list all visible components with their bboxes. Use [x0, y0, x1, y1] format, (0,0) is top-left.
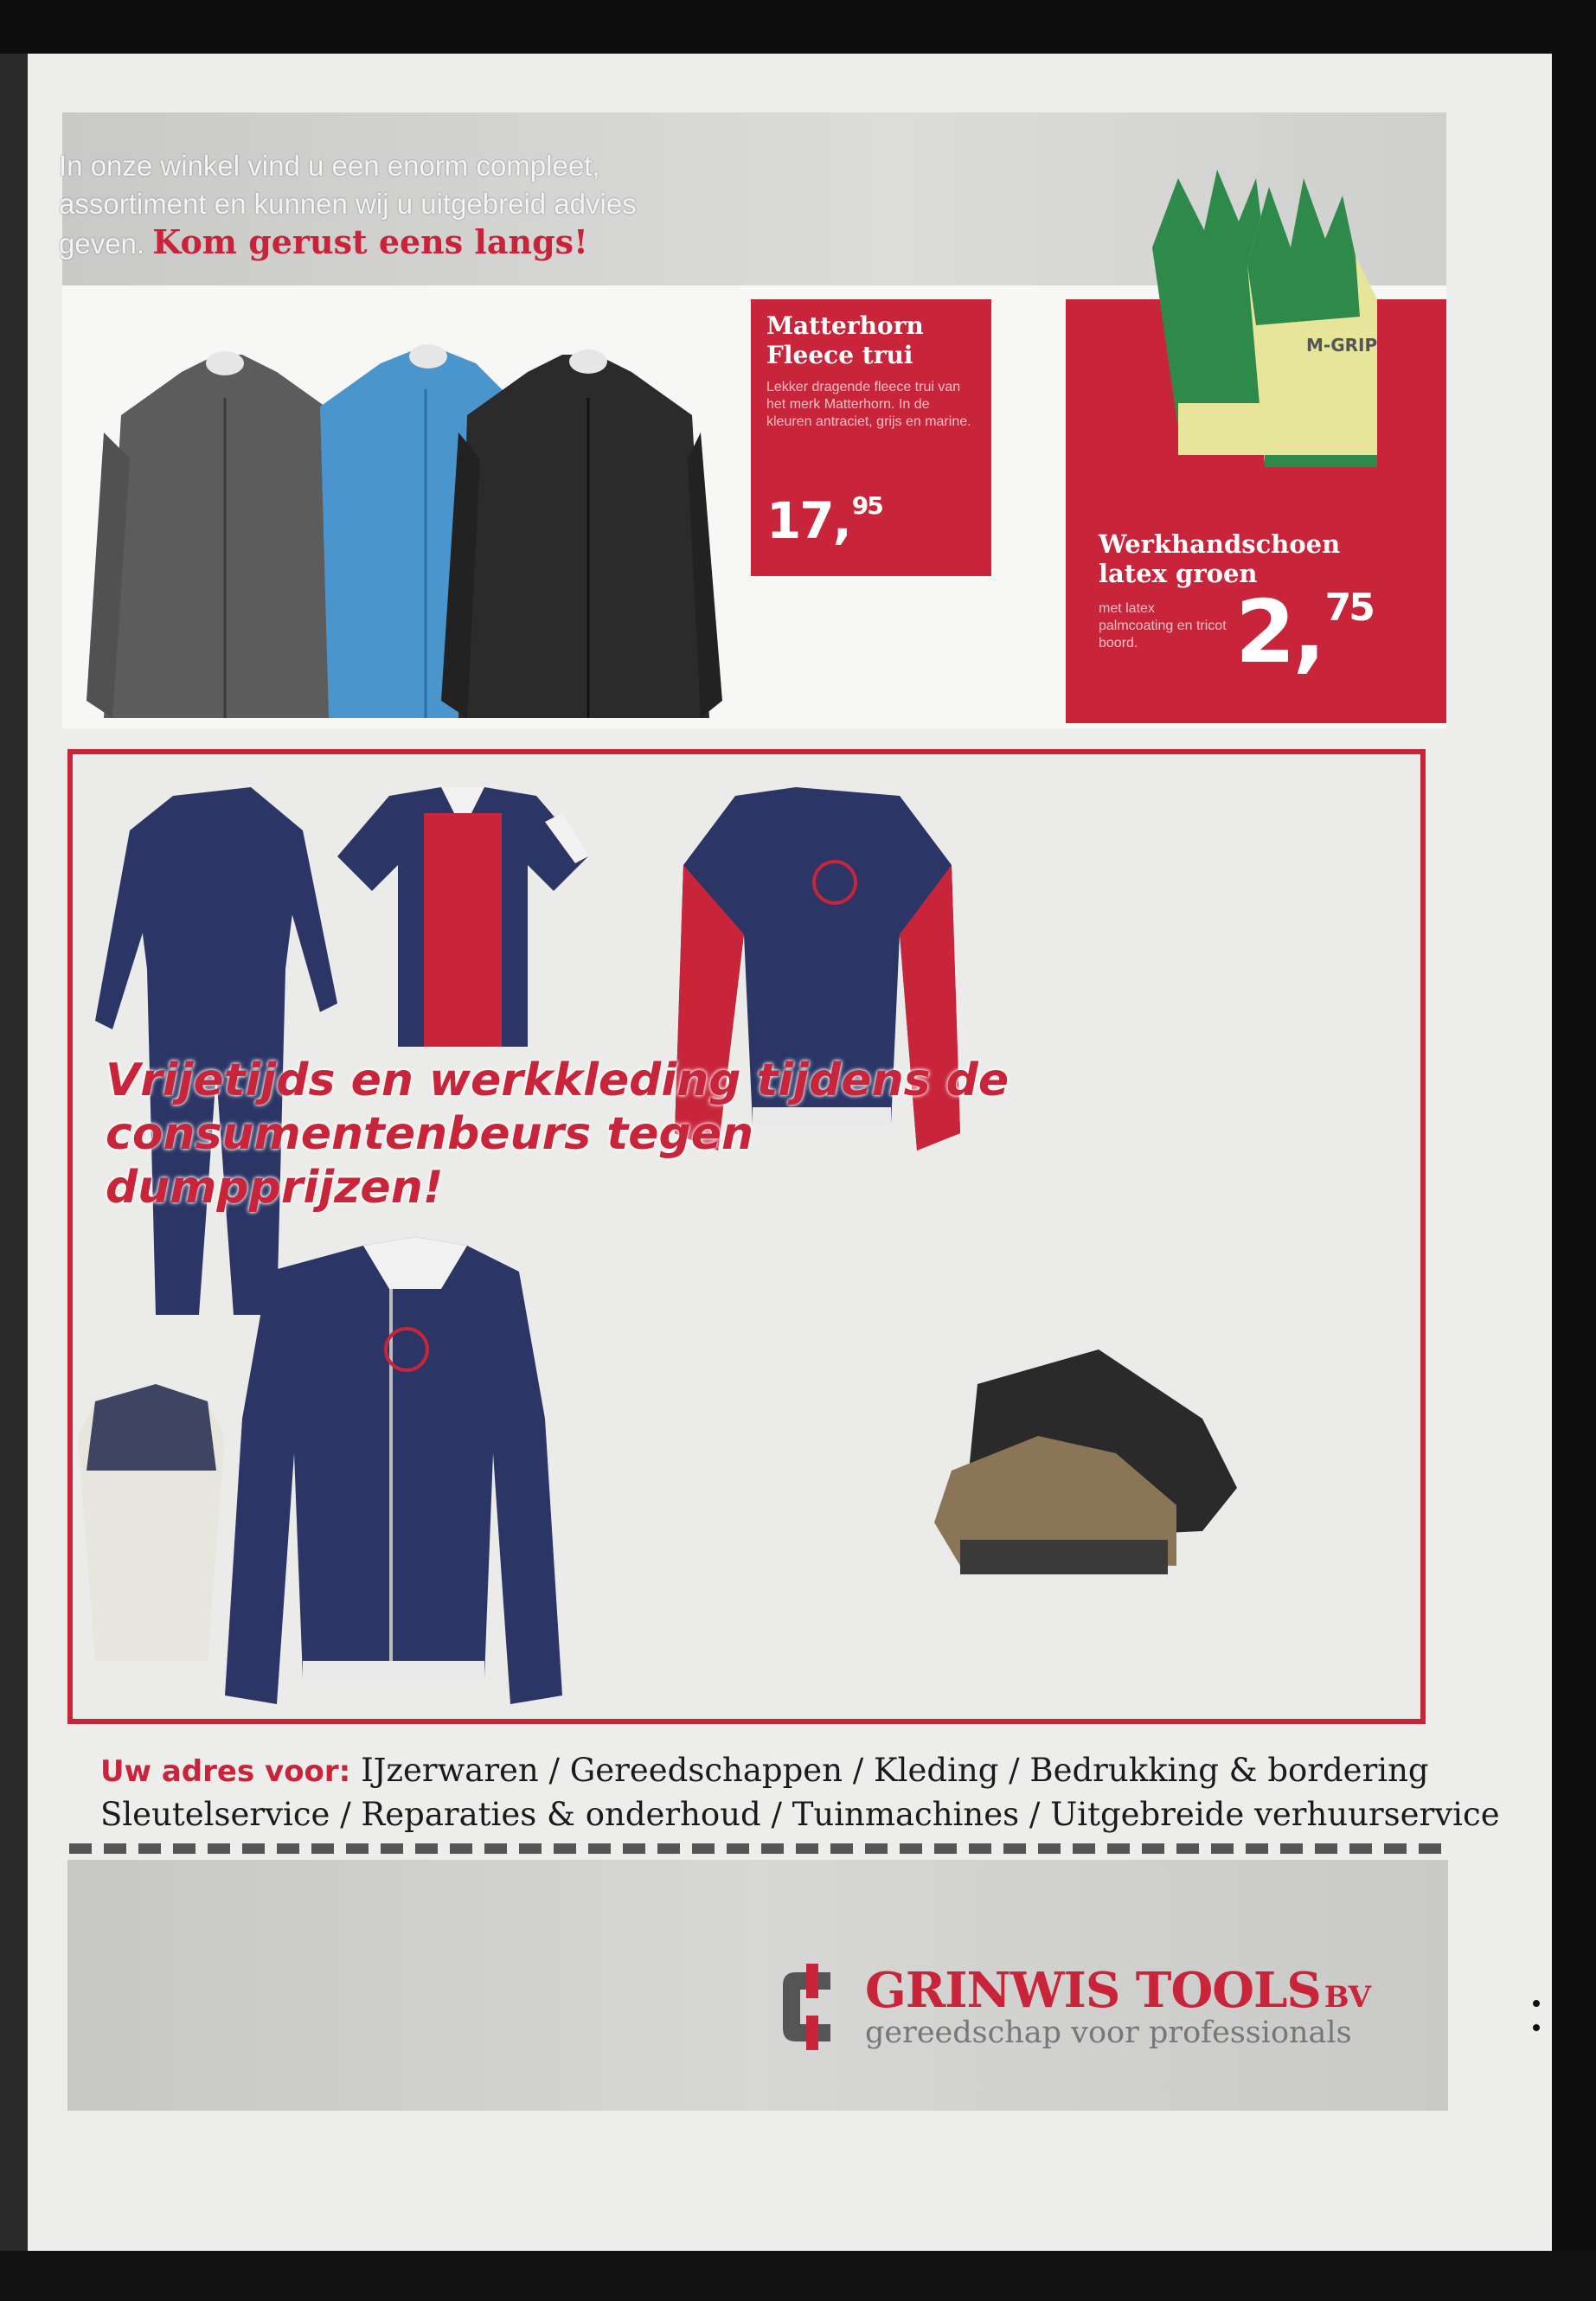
intro-line-3 — [59, 223, 699, 263]
intro-line-3-prefix: geven. — [59, 228, 145, 260]
gloves-promo — [1066, 299, 1446, 723]
cta-text: Kom gerust eens langs! — [152, 222, 588, 261]
logo-name-text: GRINWIS TOOLS — [865, 1962, 1321, 2019]
dashed-divider — [69, 1843, 1452, 1854]
fleece-price: 17,95 — [766, 491, 882, 550]
fleece-price-cents: 95 — [851, 491, 882, 520]
scan-bottom-edge — [0, 2251, 1596, 2301]
address-block — [100, 1749, 1500, 1836]
address-row-1 — [100, 1749, 1433, 1793]
glove-brand-label: M-GRIP — [1306, 335, 1378, 356]
gloves-title — [1099, 529, 1340, 588]
scan-edge — [0, 54, 28, 2251]
scan-dot — [1533, 2024, 1540, 2031]
gloves-description: met latex palmcoating en tricot boord. — [1099, 601, 1227, 651]
slogan-line-1: Vrijetijds en werkkleding tijdens de — [106, 1054, 1010, 1106]
logo-name — [865, 1962, 1370, 2019]
slogan — [106, 1054, 1057, 1215]
intro-line-2: assortiment en kunnen wij u uitgebreid advies — [59, 188, 637, 220]
fleece-title-line-2: Fleece trui — [766, 341, 913, 369]
track-jacket-image — [225, 1237, 562, 1704]
address-label: Uw adres voor: — [100, 1754, 351, 1789]
fleece-title-line-1: Matterhorn — [766, 311, 924, 340]
fleece-promo — [751, 299, 991, 576]
fleece-price-whole: 17 — [766, 491, 833, 550]
gloves-title-line-1: Werkhandschoen — [1099, 529, 1341, 559]
gloves-price-whole: 2 — [1235, 581, 1293, 683]
gloves-title-line-2: latex groen — [1099, 559, 1258, 588]
black-hoodie — [441, 349, 722, 718]
scan-dot — [1533, 2000, 1540, 2007]
clothing-illustrations — [78, 761, 1419, 1713]
intro-line-1: In onze winkel vind u een enorm compleet, — [59, 150, 600, 182]
fleece-title — [766, 311, 924, 370]
logo-suffix: BV — [1324, 1980, 1370, 2015]
gloves-price: 2,75 — [1235, 581, 1373, 683]
address-line-2: Sleutelservice / Reparaties & onderhoud / Tuinmachines / Uitgebreide verhuurservice — [100, 1796, 1500, 1833]
address-line-1: IJzerwaren / Gereedschappen / Kleding / Bedrukking & bordering — [361, 1752, 1429, 1789]
hiking-shoes-image — [934, 1349, 1237, 1574]
slogan-line-2: consumentenbeurs tegen dumpprijzen! — [106, 1108, 753, 1214]
grinwis-logo-icon — [779, 1964, 839, 2050]
gloves-price-cents: 75 — [1324, 586, 1373, 630]
intro-text — [59, 147, 699, 263]
logo-tagline: gereedschap voor professionals — [865, 2016, 1352, 2050]
work-jacket-image — [78, 1384, 225, 1661]
gloves-image — [1118, 144, 1412, 507]
hoodies-image — [87, 337, 744, 735]
fleece-description: Lekker dragende fleece trui van het merk Matterhorn. In de kleuren antraciet, grijs en marine. — [766, 380, 971, 429]
polo-shirt-image — [337, 787, 588, 1047]
overall-image — [95, 787, 337, 1315]
